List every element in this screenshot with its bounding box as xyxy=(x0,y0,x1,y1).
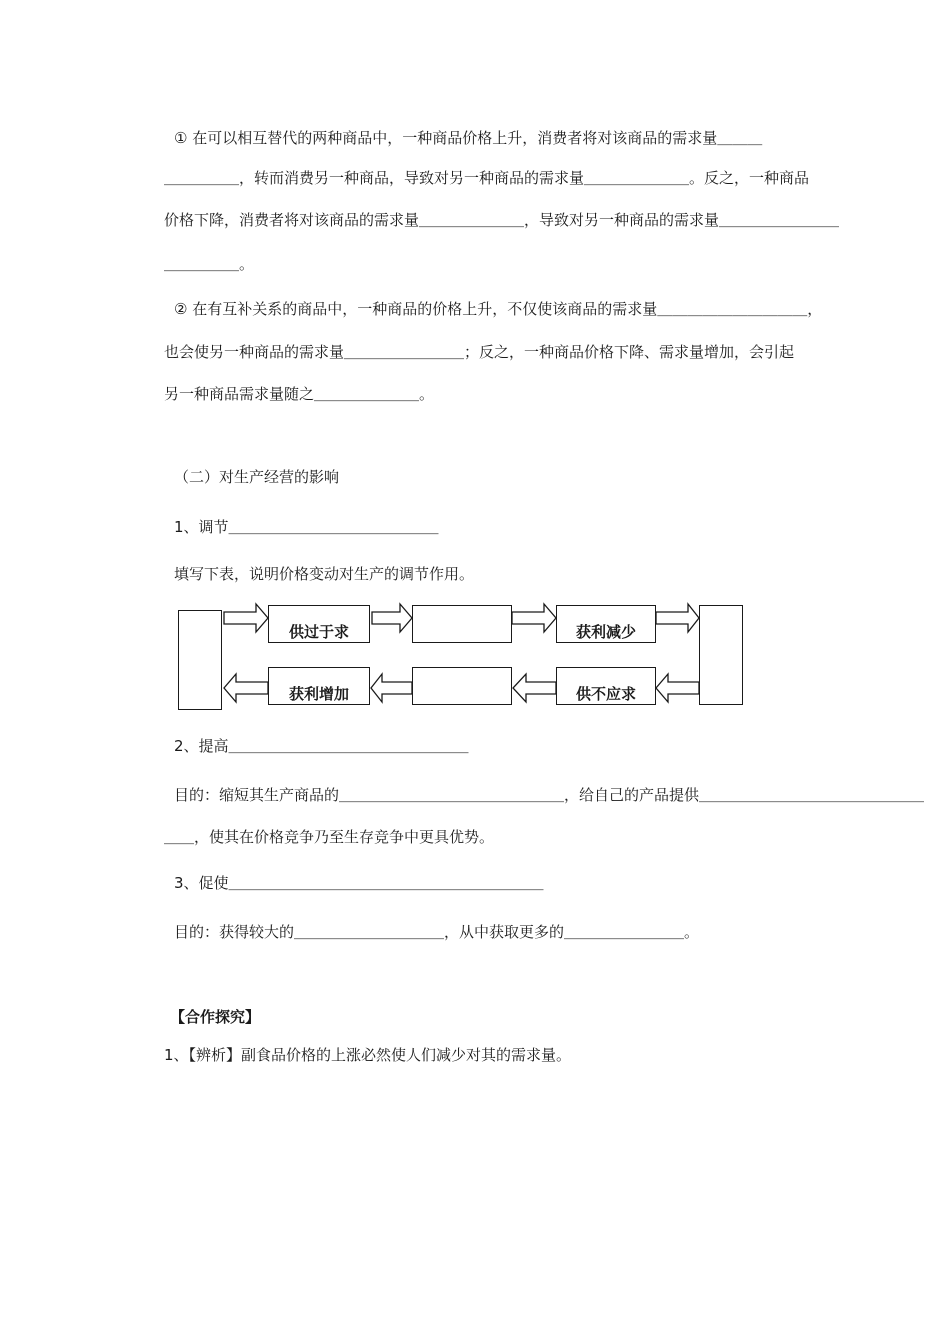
box-profit-decrease xyxy=(556,605,656,643)
left-tall-box xyxy=(178,610,222,710)
item1-line3: 价格下降，消费者将对该商品的需求量＿＿＿＿＿＿＿，导致对另一种商品的需求量＿＿＿＿＿＿＿＿ xyxy=(164,211,840,229)
box-bottom-middle-blank xyxy=(412,667,512,705)
right-tall-box xyxy=(699,605,743,705)
arrow-right-4 xyxy=(656,604,699,632)
arrow-left-2 xyxy=(371,674,412,702)
item1-line4: ＿＿＿＿＿。 xyxy=(164,255,255,273)
price-regulation-diagram xyxy=(176,600,746,712)
cooperation-heading: 【合作探究】 xyxy=(170,1008,261,1026)
item2-line3: 另一种商品需求量随之＿＿＿＿＿＿＿。 xyxy=(164,385,435,403)
box-profit-decrease-label: 获利减少 xyxy=(575,623,636,641)
box-undersupply xyxy=(556,667,656,705)
arrow-right-2 xyxy=(372,604,412,632)
section-two-heading: （二）对生产经营的影响 xyxy=(174,468,340,486)
question-1: 1、调节＿＿＿＿＿＿＿＿＿＿＿＿＿＿ xyxy=(174,518,439,536)
arrow-right-3 xyxy=(512,604,556,632)
item2-line2: 也会使另一种商品的需求量＿＿＿＿＿＿＿＿；反之，一种商品价格下降、需求量增加，会引起 xyxy=(164,343,795,361)
box-oversupply-label: 供过于求 xyxy=(288,623,349,641)
box-profit-increase xyxy=(268,667,370,705)
question-3-goal: 目的：获得较大的＿＿＿＿＿＿＿＿＿＿，从中获取更多的＿＿＿＿＿＿＿＿。 xyxy=(174,923,700,941)
box-top-middle-blank xyxy=(412,605,512,643)
box-undersupply-label: 供不应求 xyxy=(575,685,636,703)
box-oversupply xyxy=(268,605,370,643)
item1-line1: ① 在可以相互替代的两种商品中，一种商品价格上升，消费者将对该商品的需求量＿＿＿ xyxy=(174,129,763,147)
question-3: 3、促使＿＿＿＿＿＿＿＿＿＿＿＿＿＿＿＿＿＿＿＿＿ xyxy=(174,874,544,892)
item1-line2: ＿＿＿＿＿，转而消费另一种商品，导致对另一种商品的需求量＿＿＿＿＿＿＿。反之，一种商品 xyxy=(164,169,810,187)
cooperation-item-1: 1、【辨析】副食品价格的上涨必然使人们减少对其的需求量。 xyxy=(164,1046,572,1064)
arrow-left-1 xyxy=(224,674,268,702)
arrow-right-1 xyxy=(224,604,268,632)
box-profit-increase-label: 获利增加 xyxy=(288,685,349,703)
item2-line1: ② 在有互补关系的商品中，一种商品的价格上升，不仅使该商品的需求量＿＿＿＿＿＿＿＿＿＿， xyxy=(174,300,823,318)
question-2-goal-line2: ＿＿，使其在价格竞争乃至生存竞争中更具优势。 xyxy=(164,828,495,846)
diagram-instruction: 填写下表，说明价格变动对生产的调节作用。 xyxy=(174,565,475,583)
question-2: 2、提高＿＿＿＿＿＿＿＿＿＿＿＿＿＿＿＿ xyxy=(174,737,469,755)
arrow-left-4 xyxy=(656,674,699,702)
arrow-left-3 xyxy=(513,674,556,702)
question-2-goal-line1: 目的：缩短其生产商品的＿＿＿＿＿＿＿＿＿＿＿＿＿＿＿，给自己的产品提供＿＿＿＿＿＿＿＿＿＿＿＿＿＿＿ xyxy=(174,786,925,804)
